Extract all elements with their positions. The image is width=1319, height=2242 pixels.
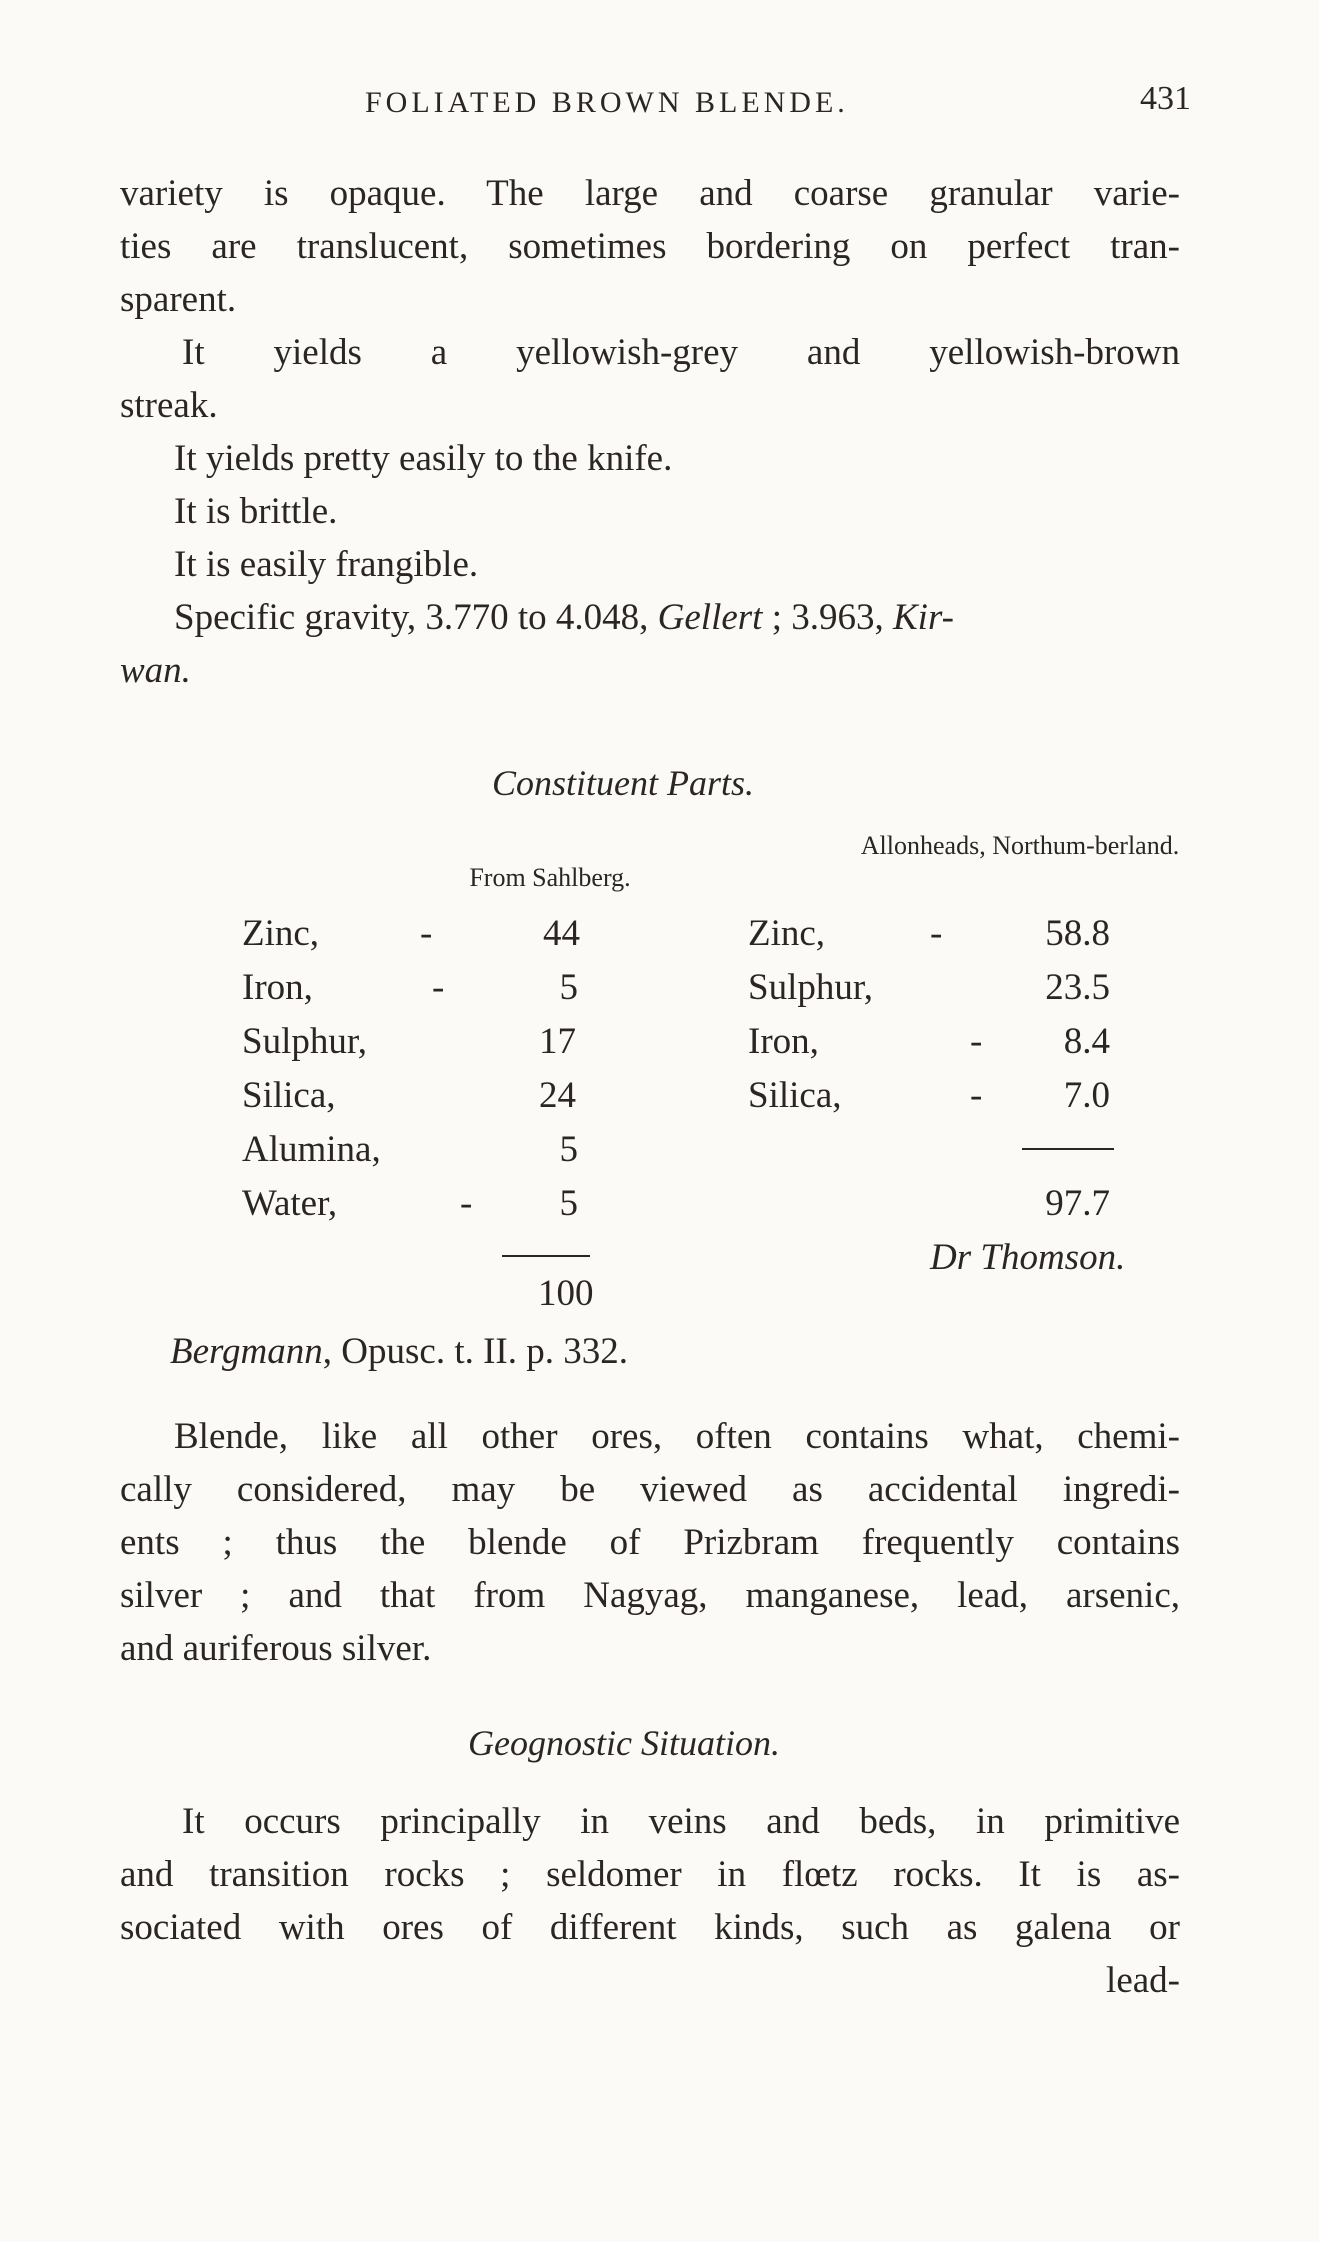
- left-row-value: 17: [539, 1021, 576, 1062]
- author-kirwan: Kir-: [893, 597, 954, 638]
- right-row-dash: -: [930, 913, 943, 954]
- left-row-name: Zinc,: [242, 913, 320, 954]
- text: Specific gravity, 3.770 to 4.048,: [174, 597, 658, 638]
- text-line: Blende, like all other ores, often contains what, chemi-: [174, 1416, 1180, 1457]
- text-line: sociated with ores of different kinds, such as galena or: [120, 1907, 1180, 1948]
- right-source-label: Allonheads, Northum-berland.: [860, 831, 1180, 860]
- text-line: It yields pretty easily to the knife.: [174, 438, 673, 479]
- left-row-value: 44: [543, 913, 580, 954]
- blende-paragraph: [120, 1410, 1180, 1675]
- text: ; 3.963,: [762, 597, 893, 638]
- left-citation: [170, 1330, 628, 1373]
- intro-text: [120, 167, 1180, 697]
- author-gellert: Gellert: [657, 597, 763, 638]
- page-number: 431: [1140, 80, 1191, 117]
- text-line: It is brittle.: [174, 491, 338, 532]
- geognostic-heading: Geognostic Situation.: [468, 1723, 780, 1763]
- catchword: lead-: [1106, 1960, 1180, 2001]
- right-row-name: Iron,: [748, 1021, 819, 1062]
- left-source-label: From Sahlberg.: [469, 863, 631, 892]
- right-row-name: Zinc,: [748, 913, 826, 954]
- text-line: streak.: [120, 385, 218, 426]
- citation-text: , Opusc. t. II. p. 332.: [322, 1331, 628, 1372]
- sum-rule: [502, 1255, 590, 1257]
- text-line: It is easily frangible.: [174, 544, 479, 585]
- right-row-value: 23.5: [1045, 967, 1110, 1008]
- left-row-name: Water,: [242, 1183, 338, 1224]
- left-row-name: Iron,: [242, 967, 313, 1008]
- running-title: FOLIATED BROWN BLENDE.: [365, 86, 849, 119]
- sum-rule: [1022, 1148, 1114, 1150]
- right-row-dash: -: [970, 1075, 983, 1116]
- right-total: 97.7: [1045, 1183, 1110, 1224]
- text-line: and transition rocks ; seldomer in flœtz rocks. It is as-: [120, 1854, 1180, 1895]
- specific-gravity-line: [120, 591, 1180, 644]
- right-row-value: 7.0: [1063, 1075, 1110, 1116]
- left-row-dash: -: [420, 913, 433, 954]
- constituents-heading: Constituent Parts.: [492, 763, 755, 803]
- left-row-name: Silica,: [242, 1075, 336, 1116]
- left-row-name: Alumina,: [242, 1129, 381, 1170]
- geognostic-paragraph: [120, 1795, 1180, 2007]
- left-total: 100: [538, 1273, 594, 1314]
- right-row-name: Silica,: [748, 1075, 842, 1116]
- right-row-value: 58.8: [1045, 913, 1110, 954]
- left-row-value: 5: [559, 967, 578, 1008]
- text-line: wan.: [120, 650, 191, 691]
- text-line: It occurs principally in veins and beds, in primitive: [182, 1801, 1180, 1842]
- text-line: ents ; thus the blende of Prizbram frequently contains: [120, 1522, 1180, 1563]
- author-bergmann: Bergmann: [170, 1331, 323, 1372]
- text-line: sparent.: [120, 279, 237, 320]
- left-row-value: 5: [559, 1129, 578, 1170]
- left-row-value: 24: [539, 1075, 576, 1116]
- text-line: variety is opaque. The large and coarse granular varie-: [120, 173, 1180, 214]
- left-row-value: 5: [559, 1183, 578, 1224]
- text-line: and auriferous silver.: [120, 1628, 432, 1669]
- text-line: It yields a yellowish-grey and yellowish-brown: [182, 332, 1180, 373]
- right-row-value: 8.4: [1063, 1021, 1110, 1062]
- text-line: silver ; and that from Nagyag, manganese, lead, arsenic,: [120, 1575, 1180, 1616]
- right-row-dash: -: [970, 1021, 983, 1062]
- right-citation: Dr Thomson.: [930, 1237, 1126, 1278]
- left-row-name: Sulphur,: [242, 1021, 367, 1062]
- right-row-name: Sulphur,: [748, 967, 873, 1008]
- left-row-dash: -: [432, 967, 445, 1008]
- left-row-dash: -: [460, 1183, 473, 1224]
- text-line: ties are translucent, sometimes bordering on perfect tran-: [120, 226, 1180, 267]
- text-line: cally considered, may be viewed as accidental ingredi-: [120, 1469, 1180, 1510]
